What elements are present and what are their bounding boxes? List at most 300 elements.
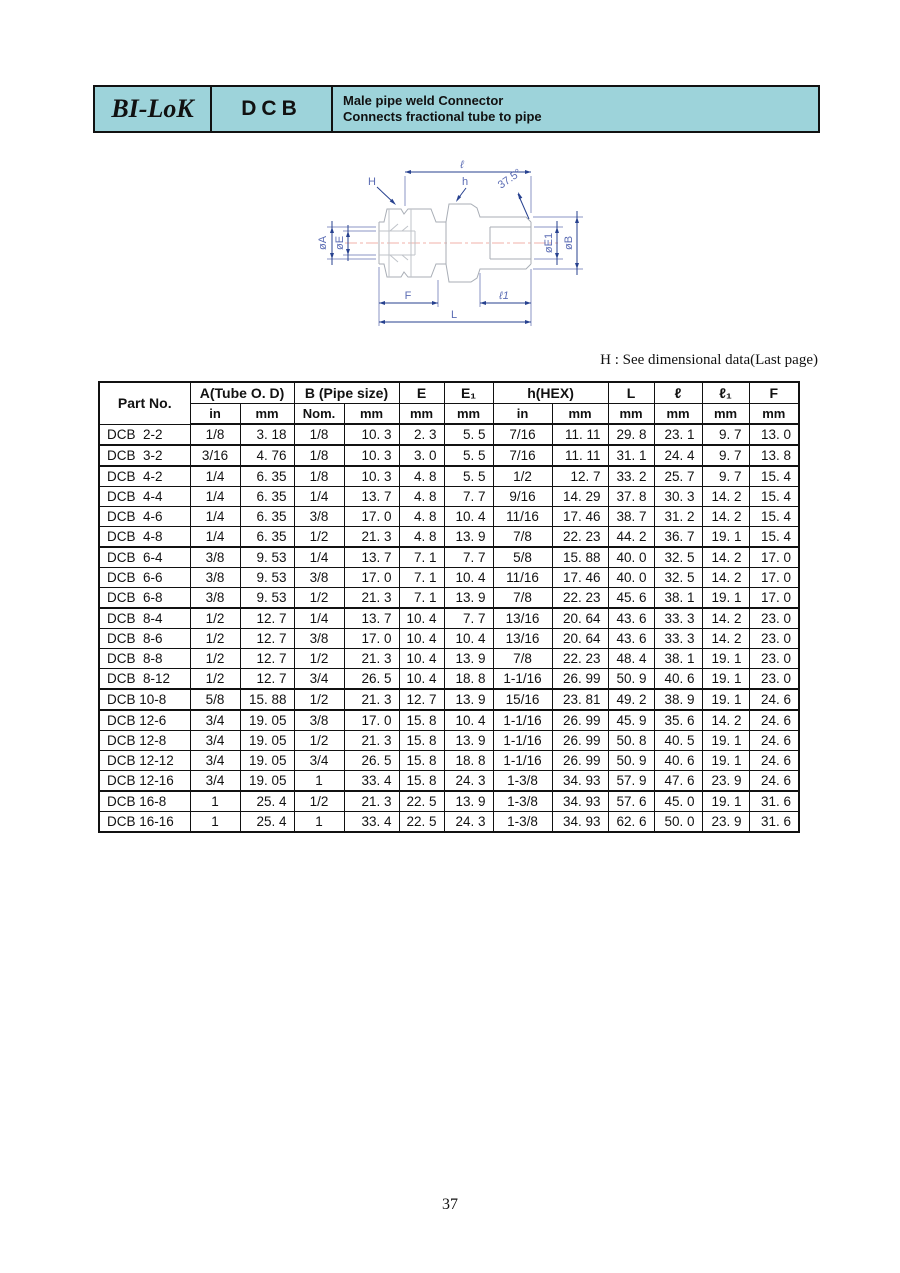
subhead-a-mm: mm [240, 403, 294, 424]
cell-L: 50. 8 [608, 731, 654, 751]
cell-a_in: 1/2 [190, 629, 240, 649]
cell-f: 17. 0 [749, 588, 799, 609]
cell-a_in: 1 [190, 812, 240, 833]
subhead-a-in: in [190, 403, 240, 424]
cell-a_mm: 15. 88 [240, 689, 294, 710]
cell-l: 47. 6 [654, 771, 702, 792]
table-row [99, 466, 799, 487]
cell-b_mm: 17. 0 [344, 507, 399, 527]
cell-h_mm: 15. 88 [552, 547, 608, 568]
cell-a_mm: 19. 05 [240, 710, 294, 731]
cell-l: 24. 4 [654, 445, 702, 466]
cell-e: 10. 4 [399, 669, 444, 690]
cell-a_in: 3/8 [190, 547, 240, 568]
brand-logo: BI-LoK [95, 87, 212, 131]
cell-a_in: 3/4 [190, 751, 240, 771]
table-row [99, 669, 799, 690]
dim-label-ell: ℓ [460, 159, 464, 171]
cell-l1: 9. 7 [702, 424, 749, 445]
cell-l1: 19. 1 [702, 751, 749, 771]
cell-L: 45. 9 [608, 710, 654, 731]
cell-L: 50. 9 [608, 751, 654, 771]
cell-L: 45. 6 [608, 588, 654, 609]
table-row [99, 527, 799, 548]
cell-L: 40. 0 [608, 547, 654, 568]
cell-l: 45. 0 [654, 791, 702, 812]
cell-a_mm: 9. 53 [240, 568, 294, 588]
table-row [99, 487, 799, 507]
cell-L: 43. 6 [608, 629, 654, 649]
cell-part: DCB 4-6 [99, 507, 190, 527]
cell-l1: 19. 1 [702, 731, 749, 751]
cell-f: 17. 0 [749, 568, 799, 588]
cell-h_in: 7/8 [493, 649, 552, 669]
cell-h_mm: 23. 81 [552, 689, 608, 710]
cell-b_mm: 17. 0 [344, 568, 399, 588]
cell-b_mm: 13. 7 [344, 487, 399, 507]
cell-h_mm: 22. 23 [552, 527, 608, 548]
cell-h_mm: 17. 46 [552, 568, 608, 588]
cell-l: 36. 7 [654, 527, 702, 548]
cell-a_in: 3/4 [190, 771, 240, 792]
cell-l: 33. 3 [654, 608, 702, 629]
cell-h_in: 5/8 [493, 547, 552, 568]
cell-l1: 14. 2 [702, 608, 749, 629]
table-row [99, 507, 799, 527]
cell-e: 10. 4 [399, 629, 444, 649]
cell-f: 31. 6 [749, 791, 799, 812]
cell-a_mm: 25. 4 [240, 812, 294, 833]
cell-e1: 5. 5 [444, 424, 493, 445]
cell-h_in: 1/2 [493, 466, 552, 487]
table-header [99, 382, 799, 424]
cell-b_mm: 21. 3 [344, 689, 399, 710]
cell-part: DCB 6-4 [99, 547, 190, 568]
product-description [333, 87, 818, 131]
cell-e: 15. 8 [399, 771, 444, 792]
cell-h_mm: 20. 64 [552, 629, 608, 649]
cell-h_mm: 11. 11 [552, 445, 608, 466]
technical-drawing [290, 148, 640, 343]
cell-l1: 14. 2 [702, 507, 749, 527]
cell-a_mm: 9. 53 [240, 588, 294, 609]
cell-L: 43. 6 [608, 608, 654, 629]
cell-h_mm: 34. 93 [552, 791, 608, 812]
cell-e1: 18. 8 [444, 669, 493, 690]
cell-part: DCB 6-6 [99, 568, 190, 588]
cell-h_mm: 22. 23 [552, 649, 608, 669]
cell-l: 40. 6 [654, 751, 702, 771]
cell-b_mm: 13. 7 [344, 608, 399, 629]
cell-e: 4. 8 [399, 507, 444, 527]
cell-b_nom: 1 [294, 812, 344, 833]
cell-h_in: 1-1/16 [493, 731, 552, 751]
cell-b_nom: 1/2 [294, 731, 344, 751]
cell-h_in: 7/16 [493, 445, 552, 466]
col-header-tube-od: A(Tube O. D) [190, 382, 294, 403]
cell-a_in: 1/2 [190, 608, 240, 629]
cell-L: 33. 2 [608, 466, 654, 487]
cell-f: 23. 0 [749, 608, 799, 629]
cell-b_nom: 3/8 [294, 568, 344, 588]
cell-e: 4. 8 [399, 487, 444, 507]
cell-e: 7. 1 [399, 588, 444, 609]
cell-a_mm: 19. 05 [240, 751, 294, 771]
cell-L: 37. 8 [608, 487, 654, 507]
cell-e: 22. 5 [399, 791, 444, 812]
cell-e1: 5. 5 [444, 466, 493, 487]
cell-a_mm: 6. 35 [240, 487, 294, 507]
part-outline-top [379, 204, 531, 222]
cell-h_mm: 14. 29 [552, 487, 608, 507]
cell-part: DCB 4-8 [99, 527, 190, 548]
cell-h_mm: 11. 11 [552, 424, 608, 445]
cell-e1: 10. 4 [444, 568, 493, 588]
cell-l: 23. 1 [654, 424, 702, 445]
cell-L: 40. 0 [608, 568, 654, 588]
col-header-L: L [608, 382, 654, 403]
cell-f: 15. 4 [749, 466, 799, 487]
cell-f: 23. 0 [749, 669, 799, 690]
cell-a_in: 1/4 [190, 466, 240, 487]
cell-a_in: 1/4 [190, 507, 240, 527]
table-body [99, 424, 799, 832]
dim-label-dia-a: øA [317, 235, 329, 251]
cell-e1: 13. 9 [444, 588, 493, 609]
subhead-b-mm: mm [344, 403, 399, 424]
page-number: 37 [442, 1196, 458, 1213]
dim-label-ell1: ℓ1 [499, 290, 509, 302]
cell-part: DCB 4-2 [99, 466, 190, 487]
table-row [99, 751, 799, 771]
cell-e: 10. 4 [399, 608, 444, 629]
table-row [99, 568, 799, 588]
cell-e: 2. 3 [399, 424, 444, 445]
series-code: DCB [212, 87, 333, 131]
cell-b_mm: 33. 4 [344, 812, 399, 833]
col-header-e: E [399, 382, 444, 403]
subhead-L-mm: mm [608, 403, 654, 424]
col-header-ell: ℓ [654, 382, 702, 403]
col-header-e1: E₁ [444, 382, 493, 403]
cell-e: 15. 8 [399, 731, 444, 751]
subhead-ell1-mm: mm [702, 403, 749, 424]
cell-a_in: 3/4 [190, 710, 240, 731]
cell-e1: 13. 9 [444, 649, 493, 669]
cell-f: 23. 0 [749, 649, 799, 669]
col-header-ell1: ℓ₁ [702, 382, 749, 403]
cell-h_mm: 26. 99 [552, 731, 608, 751]
table-row [99, 649, 799, 669]
cell-b_mm: 21. 3 [344, 649, 399, 669]
cell-e1: 13. 9 [444, 731, 493, 751]
cell-b_nom: 3/8 [294, 710, 344, 731]
cell-h_in: 15/16 [493, 689, 552, 710]
cell-f: 23. 0 [749, 629, 799, 649]
cell-a_mm: 6. 35 [240, 466, 294, 487]
cell-a_in: 1/2 [190, 649, 240, 669]
cell-l: 25. 7 [654, 466, 702, 487]
cell-l1: 14. 2 [702, 547, 749, 568]
col-header-F: F [749, 382, 799, 403]
cell-l1: 9. 7 [702, 466, 749, 487]
cell-h_in: 1-3/8 [493, 791, 552, 812]
cell-h_mm: 34. 93 [552, 771, 608, 792]
cell-part: DCB 8-6 [99, 629, 190, 649]
table-row [99, 791, 799, 812]
cell-e1: 24. 3 [444, 771, 493, 792]
table-row [99, 608, 799, 629]
cell-L: 29. 8 [608, 424, 654, 445]
dim-label-angle: 37.5° [495, 166, 524, 192]
table-row [99, 424, 799, 445]
cell-b_nom: 3/4 [294, 751, 344, 771]
cell-h_mm: 26. 99 [552, 710, 608, 731]
cell-l: 50. 0 [654, 812, 702, 833]
cell-l: 35. 6 [654, 710, 702, 731]
cell-h_in: 1-3/8 [493, 771, 552, 792]
cell-h_in: 7/8 [493, 527, 552, 548]
cell-l1: 9. 7 [702, 445, 749, 466]
cell-e: 10. 4 [399, 649, 444, 669]
cell-h_in: 1-1/16 [493, 751, 552, 771]
cell-b_nom: 1/2 [294, 527, 344, 548]
cell-a_mm: 19. 05 [240, 731, 294, 751]
cell-part: DCB 16-16 [99, 812, 190, 833]
cell-L: 57. 9 [608, 771, 654, 792]
cell-b_mm: 21. 3 [344, 527, 399, 548]
cell-a_mm: 6. 35 [240, 507, 294, 527]
cell-l: 38. 9 [654, 689, 702, 710]
cell-l: 40. 6 [654, 669, 702, 690]
cell-h_in: 7/8 [493, 588, 552, 609]
subhead-ell-mm: mm [654, 403, 702, 424]
cell-part: DCB 12-16 [99, 771, 190, 792]
subhead-e1-mm: mm [444, 403, 493, 424]
cell-a_mm: 12. 7 [240, 629, 294, 649]
description-line-2: Connects fractional tube to pipe [343, 109, 542, 124]
cell-b_mm: 10. 3 [344, 445, 399, 466]
cell-l1: 19. 1 [702, 588, 749, 609]
cell-e: 12. 7 [399, 689, 444, 710]
cell-part: DCB 12-8 [99, 731, 190, 751]
subhead-h-in: in [493, 403, 552, 424]
cell-h_mm: 22. 23 [552, 588, 608, 609]
cell-e: 7. 1 [399, 547, 444, 568]
cell-f: 24. 6 [749, 771, 799, 792]
cell-part: DCB 3-2 [99, 445, 190, 466]
cell-L: 44. 2 [608, 527, 654, 548]
cell-L: 48. 4 [608, 649, 654, 669]
cell-part: DCB 12-6 [99, 710, 190, 731]
cell-e1: 18. 8 [444, 751, 493, 771]
cell-e1: 7. 7 [444, 608, 493, 629]
subhead-e-mm: mm [399, 403, 444, 424]
cell-h_in: 11/16 [493, 568, 552, 588]
cell-h_in: 9/16 [493, 487, 552, 507]
cell-L: 50. 9 [608, 669, 654, 690]
cell-b_nom: 3/4 [294, 669, 344, 690]
cell-part: DCB 4-4 [99, 487, 190, 507]
table-row [99, 731, 799, 751]
cell-l1: 19. 1 [702, 669, 749, 690]
cell-a_mm: 19. 05 [240, 771, 294, 792]
cell-b_nom: 1/2 [294, 588, 344, 609]
cell-f: 24. 6 [749, 689, 799, 710]
dim-label-dia-b: øB [563, 235, 575, 251]
subhead-h-mm: mm [552, 403, 608, 424]
cell-part: DCB 16-8 [99, 791, 190, 812]
cell-part: DCB 6-8 [99, 588, 190, 609]
table-row [99, 812, 799, 833]
cell-h_mm: 12. 7 [552, 466, 608, 487]
table-row [99, 710, 799, 731]
cell-l1: 14. 2 [702, 629, 749, 649]
cell-b_nom: 1/2 [294, 649, 344, 669]
cell-b_mm: 26. 5 [344, 751, 399, 771]
cell-e1: 10. 4 [444, 710, 493, 731]
col-header-hex: h(HEX) [493, 382, 608, 403]
cell-b_nom: 1/2 [294, 689, 344, 710]
cell-b_nom: 1/8 [294, 445, 344, 466]
cell-l: 31. 2 [654, 507, 702, 527]
cell-l1: 23. 9 [702, 771, 749, 792]
cell-a_mm: 4. 76 [240, 445, 294, 466]
cell-a_in: 1/4 [190, 487, 240, 507]
cell-l1: 19. 1 [702, 527, 749, 548]
cell-l: 33. 3 [654, 629, 702, 649]
cell-l1: 19. 1 [702, 791, 749, 812]
part-outline-bottom [379, 264, 531, 282]
cell-e: 7. 1 [399, 568, 444, 588]
cell-a_in: 5/8 [190, 689, 240, 710]
cell-b_mm: 10. 3 [344, 424, 399, 445]
cell-part: DCB 10-8 [99, 689, 190, 710]
cell-l: 40. 5 [654, 731, 702, 751]
description-line-1: Male pipe weld Connector [343, 93, 504, 108]
cell-h_mm: 34. 93 [552, 812, 608, 833]
cell-a_in: 3/8 [190, 568, 240, 588]
cell-a_in: 3/8 [190, 588, 240, 609]
cell-e1: 13. 9 [444, 527, 493, 548]
cell-part: DCB 12-12 [99, 751, 190, 771]
cell-e1: 13. 9 [444, 791, 493, 812]
cell-part: DCB 2-2 [99, 424, 190, 445]
cell-f: 13. 0 [749, 424, 799, 445]
cell-b_mm: 17. 0 [344, 710, 399, 731]
cell-h_in: 11/16 [493, 507, 552, 527]
cell-l1: 14. 2 [702, 487, 749, 507]
cell-a_in: 1/4 [190, 527, 240, 548]
dimension-table [98, 381, 800, 833]
cell-e1: 10. 4 [444, 629, 493, 649]
cell-b_mm: 21. 3 [344, 731, 399, 751]
dim-label-H: H [368, 176, 376, 188]
table-row [99, 629, 799, 649]
dim-label-L: L [450, 309, 458, 321]
table-row [99, 547, 799, 568]
cell-part: DCB 8-8 [99, 649, 190, 669]
col-header-part-no: Part No. [99, 382, 190, 424]
cell-a_in: 1/2 [190, 669, 240, 690]
table-row [99, 445, 799, 466]
cell-a_mm: 25. 4 [240, 791, 294, 812]
cell-e1: 5. 5 [444, 445, 493, 466]
cell-h_mm: 26. 99 [552, 751, 608, 771]
cell-h_in: 7/16 [493, 424, 552, 445]
subhead-F-mm: mm [749, 403, 799, 424]
cell-L: 38. 7 [608, 507, 654, 527]
cell-a_mm: 6. 35 [240, 527, 294, 548]
col-header-pipe-size: B (Pipe size) [294, 382, 399, 403]
cell-e1: 24. 3 [444, 812, 493, 833]
cell-h_in: 1-3/8 [493, 812, 552, 833]
cell-l: 38. 1 [654, 649, 702, 669]
cell-b_mm: 17. 0 [344, 629, 399, 649]
dim-label-dia-e: øE [334, 235, 346, 251]
subhead-b-nom: Nom. [294, 403, 344, 424]
cell-l: 32. 5 [654, 568, 702, 588]
cell-e: 4. 8 [399, 466, 444, 487]
cell-part: DCB 8-4 [99, 608, 190, 629]
dim-label-h: h [462, 176, 469, 188]
dim-label-F: F [404, 290, 412, 302]
cell-e: 15. 8 [399, 751, 444, 771]
cell-part: DCB 8-12 [99, 669, 190, 690]
cell-l: 30. 3 [654, 487, 702, 507]
cell-a_mm: 12. 7 [240, 669, 294, 690]
cell-h_in: 13/16 [493, 629, 552, 649]
cell-a_mm: 12. 7 [240, 608, 294, 629]
cell-b_mm: 10. 3 [344, 466, 399, 487]
cell-L: 49. 2 [608, 689, 654, 710]
cell-f: 15. 4 [749, 507, 799, 527]
cell-a_in: 1/8 [190, 424, 240, 445]
cell-b_nom: 3/8 [294, 507, 344, 527]
cell-a_in: 1 [190, 791, 240, 812]
table-row [99, 689, 799, 710]
cell-b_mm: 21. 3 [344, 588, 399, 609]
cell-b_nom: 1/4 [294, 608, 344, 629]
cell-b_nom: 1/8 [294, 466, 344, 487]
cell-L: 57. 6 [608, 791, 654, 812]
cell-h_mm: 20. 64 [552, 608, 608, 629]
cell-e1: 10. 4 [444, 507, 493, 527]
table-row [99, 771, 799, 792]
cell-a_in: 3/16 [190, 445, 240, 466]
cell-b_nom: 1/4 [294, 487, 344, 507]
cell-e: 3. 0 [399, 445, 444, 466]
header-band [93, 85, 820, 133]
cell-L: 62. 6 [608, 812, 654, 833]
cell-f: 31. 6 [749, 812, 799, 833]
cell-f: 15. 4 [749, 527, 799, 548]
cell-h_mm: 26. 99 [552, 669, 608, 690]
cell-f: 15. 4 [749, 487, 799, 507]
cell-b_nom: 1/8 [294, 424, 344, 445]
dim-label-dia-e1: øE1 [543, 232, 555, 254]
cell-l: 32. 5 [654, 547, 702, 568]
cell-b_nom: 1/4 [294, 547, 344, 568]
cell-a_in: 3/4 [190, 731, 240, 751]
cell-b_nom: 1 [294, 771, 344, 792]
cell-b_mm: 13. 7 [344, 547, 399, 568]
cell-h_in: 13/16 [493, 608, 552, 629]
cell-l1: 14. 2 [702, 710, 749, 731]
cell-l1: 23. 9 [702, 812, 749, 833]
cell-e: 22. 5 [399, 812, 444, 833]
cell-l: 38. 1 [654, 588, 702, 609]
